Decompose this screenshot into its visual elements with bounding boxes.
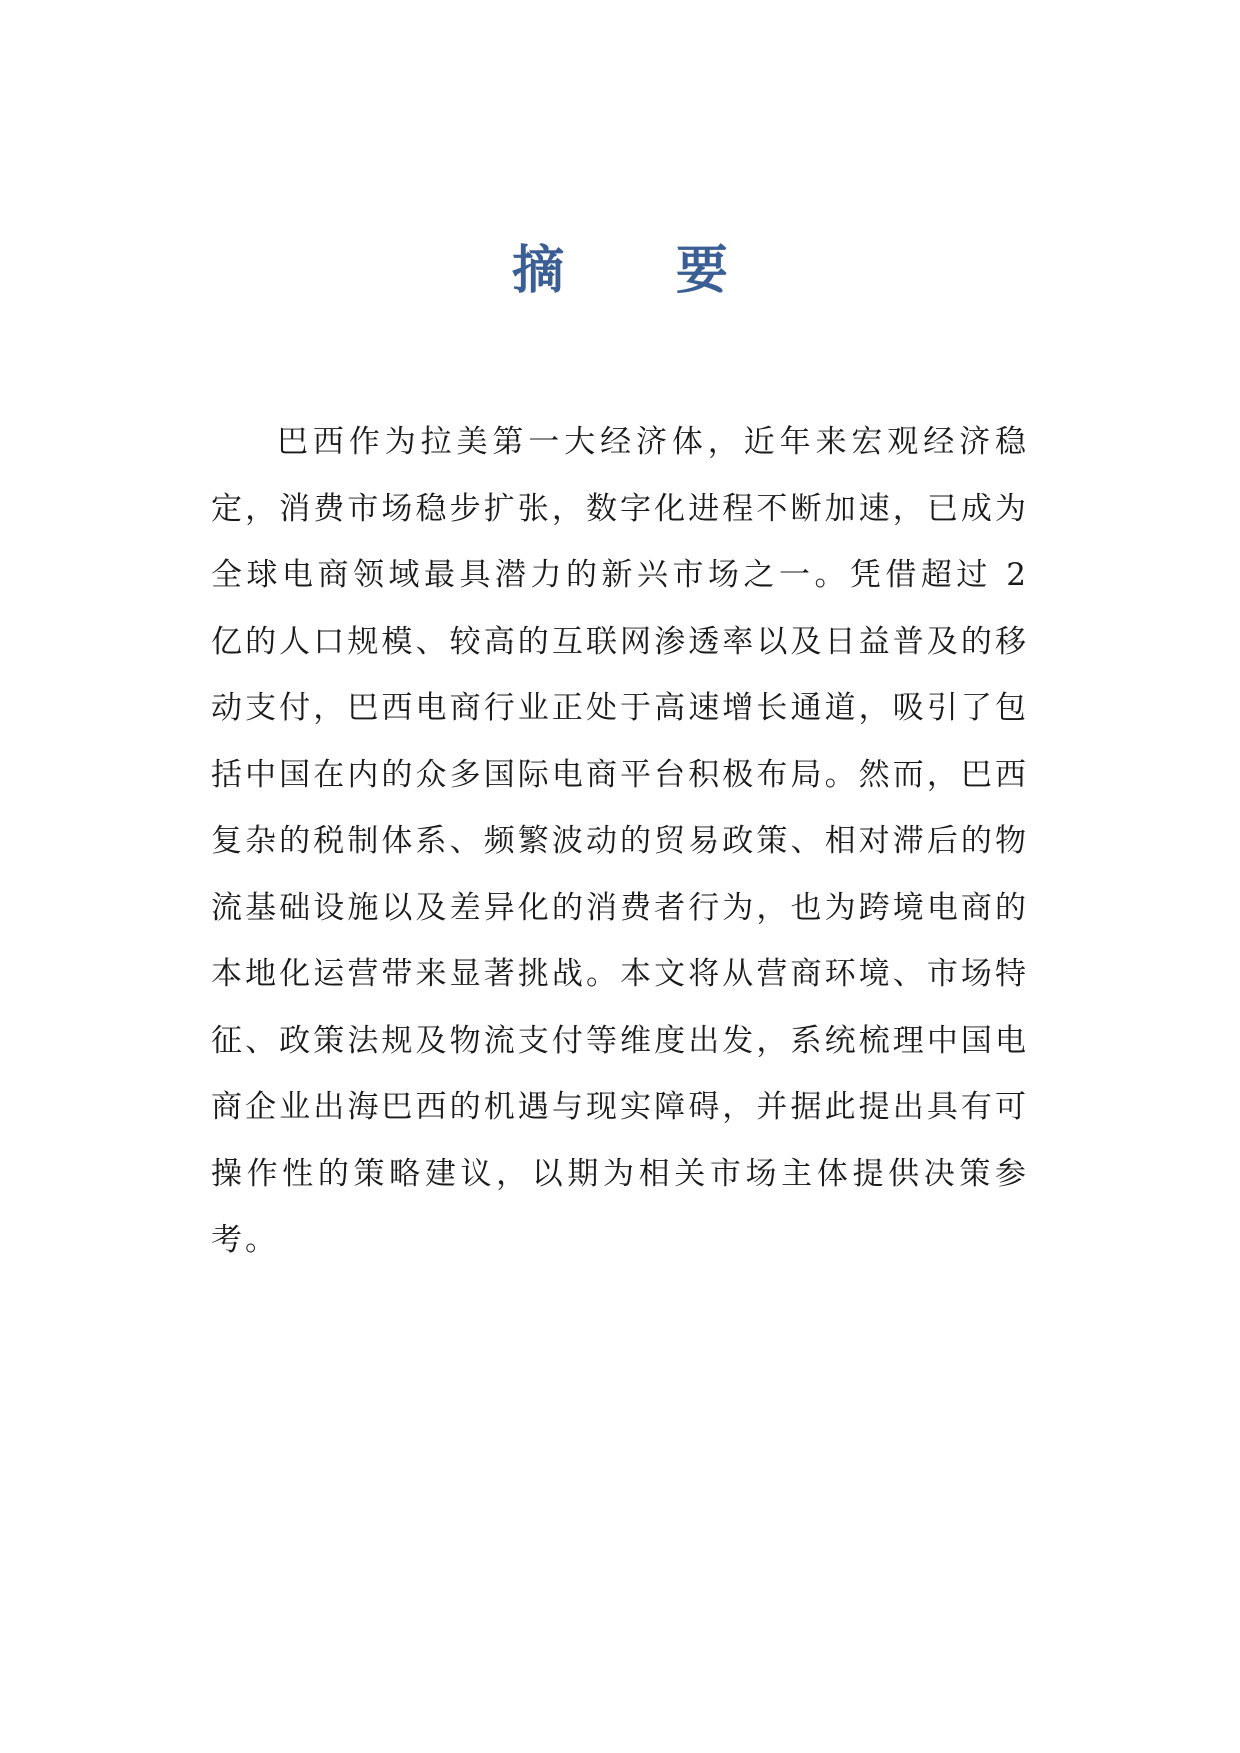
page-title: 摘 要 [512, 240, 775, 301]
abstract-paragraph: 巴西作为拉美第一大经济体，近年来宏观经济稳定，消费市场稳步扩张，数字化进程不断加速，已成为全球电商领域最具潜力的新兴市场之一。凭借超过 2 亿的人口规模、较高的互联网渗透率以及日益普及的移动支付，巴西电商行业正处于高速增长通道，吸引了包括中国在内的众多国际电商平台积极布局。然而，巴西复杂的税制体系、频繁波动的贸易政策、相对滞后的物流基础设施以及差异化的消费者行为，也为跨境电商的本地化运营带来显著挑战。本文将从营商环境、市场特征、政策法规及物流支付等维度出发，系统梳理中国电商企业出海巴西的机遇与现实障碍，并据此提出具有可操作性的策略建议，以期为相关市场主体提供决策参考。 [211, 424, 1029, 1258]
